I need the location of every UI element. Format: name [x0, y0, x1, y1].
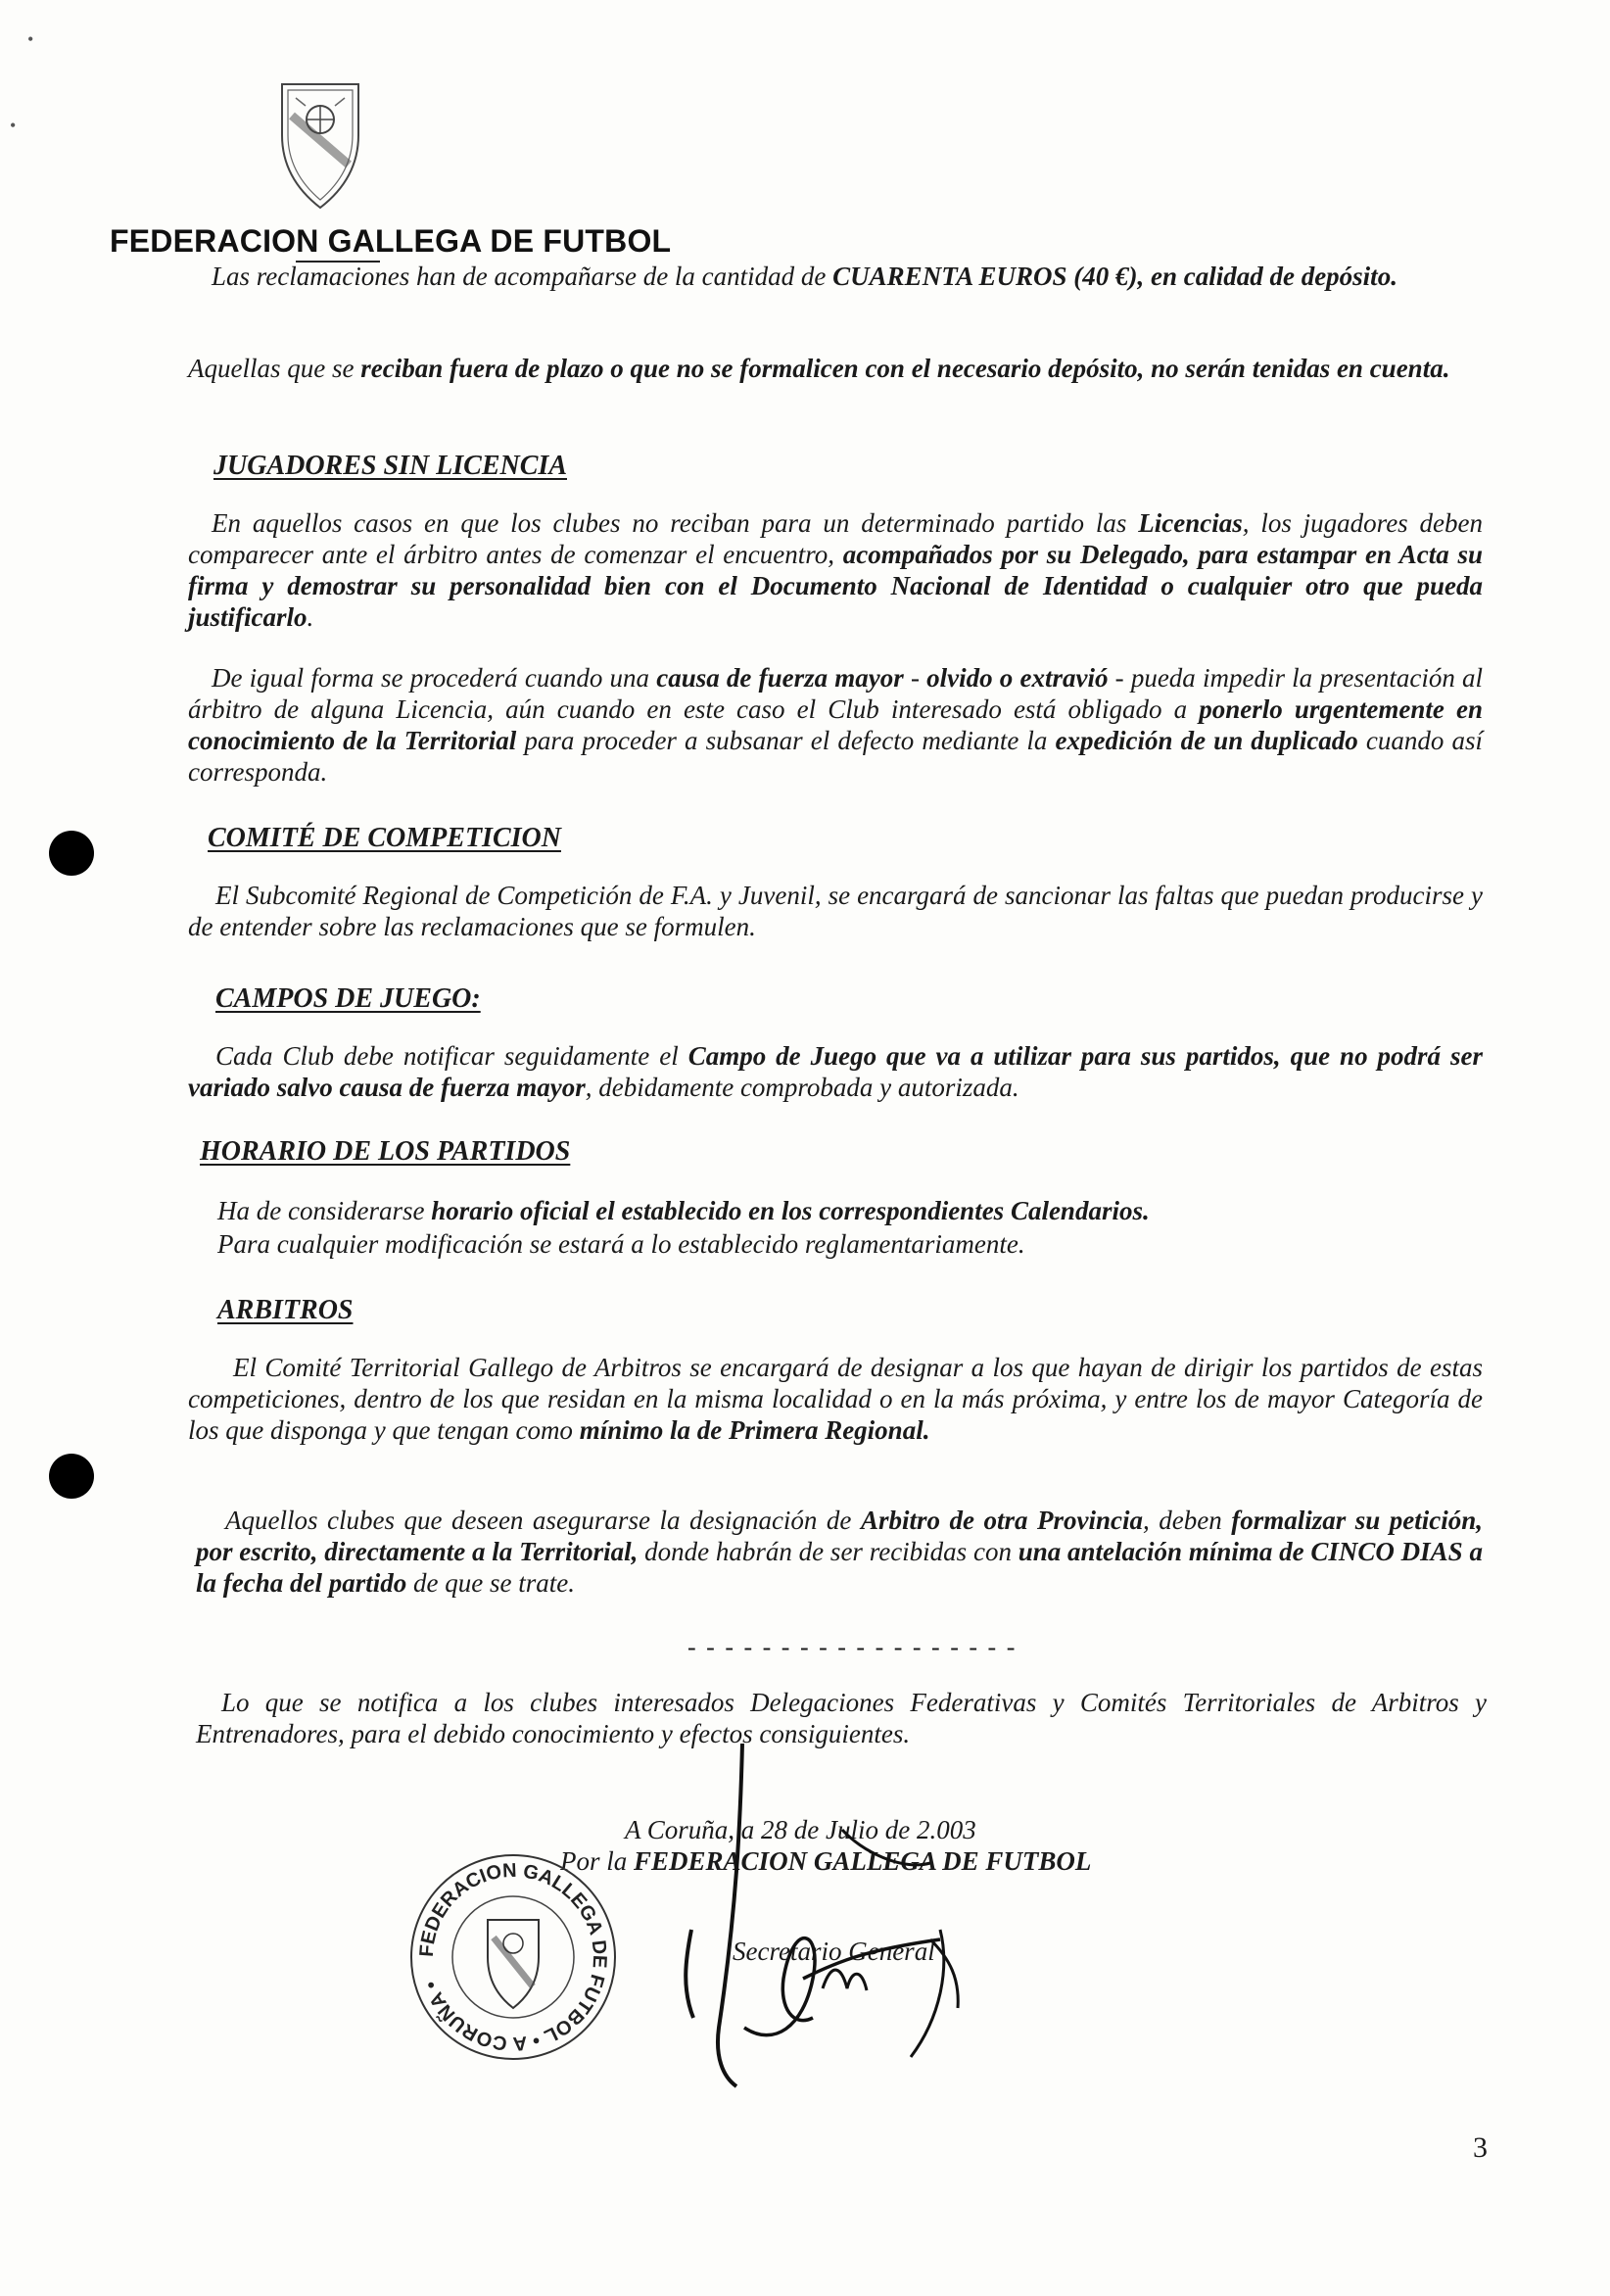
jugadores-paragraph-2	[188, 662, 1483, 788]
text-span: El Comité Territorial Gallego de Arbitros se encargará de designar a los que hayan de dirigir los partidos de estas competiciones, dentro de los que residan en la misma localidad o en la más próxima, y entre los de mayor Categoría de los que disponga y que tengan como	[188, 1353, 1483, 1445]
jugadores-paragraph-1	[188, 507, 1483, 633]
section-heading-arbitros: ARBITROS	[217, 1295, 354, 1325]
text-span: donde habrán de ser recibidas con	[638, 1537, 1018, 1566]
section-heading-horario: HORARIO DE LOS PARTIDOS	[200, 1136, 571, 1167]
text-span: Cada Club debe notificar seguidamente el	[215, 1041, 688, 1071]
bold-span: Arbitro de otra Provincia	[860, 1506, 1143, 1535]
handwritten-signature	[646, 1734, 970, 2096]
text-span: , debidamente comprobada y autorizada.	[585, 1073, 1019, 1102]
bold-span: horario oficial el establecido en los correspondientes Calendarios.	[431, 1196, 1150, 1225]
bold-span: acompañados por su Delegado, para estampar en Acta su firma y demostrar su personalidad bien con el Documento Nacional de Identidad o cualquier otro que pueda justificarlo	[188, 540, 1483, 632]
text-span: El Subcomité Regional de Competición de F.A. y Juvenil, se encargará de sancionar las faltas que puedan producirse y de entender sobre las reclamaciones que se formulen.	[188, 881, 1483, 941]
horario-line-1	[217, 1195, 1481, 1226]
text-span: Para cualquier modificación se estará a lo establecido reglamentariamente.	[217, 1229, 1025, 1259]
section-heading-jugadores: JUGADORES SIN LICENCIA	[213, 451, 567, 481]
text-span: , los jugadores deben comparecer ante el árbitro antes de comenzar el encuentro,	[188, 508, 1483, 569]
federation-stamp	[405, 1849, 621, 2065]
bold-span: formalizar su petición, por escrito, directamente a la Territorial,	[196, 1506, 1483, 1566]
bold-span: expedición de un duplicado	[1055, 726, 1358, 755]
text-span: cuando así corresponda.	[188, 726, 1483, 787]
bold-span: Campo de Juego que va a utilizar para sus partidos, que no podrá ser variado salvo causa de fuerza mayor	[188, 1041, 1483, 1102]
bold-span: reciban fuera de plazo o que no se formalicen con el necesario depósito, no serán tenidas en cuenta.	[360, 354, 1450, 383]
scan-mark: •	[10, 116, 17, 135]
page-number: 3	[1473, 2131, 1488, 2164]
text-span: - pueda impedir la presentación al árbitro de alguna Licencia, aún cuando en este caso el Club interesado está obligado a	[188, 663, 1483, 724]
punch-hole-mark	[49, 831, 94, 876]
section-heading-campos: CAMPOS DE JUEGO:	[215, 983, 481, 1014]
text-span: .	[307, 602, 314, 632]
arbitros-paragraph-2	[196, 1505, 1483, 1599]
deposit-paragraph	[188, 261, 1483, 292]
text-span: En aquellos casos en que los clubes no reciban para un determinado partido las	[212, 508, 1139, 538]
place-date-line: A Coruña, a 28 de Julio de 2.003	[625, 1815, 976, 1844]
arbitros-paragraph-1	[188, 1352, 1483, 1446]
section-heading-comite: COMITÉ DE COMPETICION	[208, 823, 561, 853]
text-span: de que se trate.	[406, 1568, 575, 1598]
text-span: , deben	[1142, 1506, 1232, 1535]
text-span: Lo que se notifica a los clubes interesados Delegaciones Federativas y Comités Territoriales de Arbitros y Entrenadores, para el debido conocimiento y efectos consiguientes.	[196, 1688, 1487, 1748]
bold-span: FEDERACION GALLEGA DE FUTBOL	[634, 1846, 1092, 1876]
federation-crest-logo	[276, 76, 364, 212]
bold-span: mínimo la de Primera Regional.	[579, 1415, 930, 1445]
text-span: para proceder a subsanar el defecto mediante la	[516, 726, 1056, 755]
signature-role: Secretario General	[733, 1937, 935, 1966]
text-span: Aquellos clubes que deseen asegurarse la designación de	[225, 1506, 861, 1535]
comite-paragraph	[188, 880, 1483, 942]
campos-paragraph	[188, 1040, 1483, 1103]
scan-mark: •	[27, 29, 34, 49]
horario-line-2	[217, 1228, 1481, 1260]
text-span: De igual forma se procederá cuando una	[212, 663, 657, 693]
text-span: -	[903, 663, 927, 693]
bold-span: olvido o extravió	[926, 663, 1109, 693]
stamp-ring-text: FEDERACION GALLEGA DE FUTBOL • A CORUÑA •	[415, 1859, 611, 2055]
bold-span: CUARENTA EUROS (40 €), en calidad de depósito.	[832, 262, 1397, 291]
separator-line: - - - - - - - - - - - - - - - - - -	[687, 1633, 1018, 1661]
punch-hole-mark	[49, 1454, 94, 1499]
bold-span: causa de fuerza mayor	[656, 663, 904, 693]
bold-span: Licencias	[1138, 508, 1243, 538]
bold-span: una antelación mínima de CINCO DIAS a la fecha del partido	[196, 1537, 1483, 1598]
text-span: Ha de considerarse	[217, 1196, 432, 1225]
text-span: Las reclamaciones han de acompañarse de la cantidad de	[212, 262, 833, 291]
bold-span: ponerlo urgentemente en conocimiento de la Territorial	[188, 694, 1483, 755]
org-header-title: FEDERACION GALLEGA DE FUTBOL	[110, 223, 672, 259]
late-claims-paragraph	[188, 353, 1483, 384]
text-span: Aquellas que se	[188, 354, 361, 383]
text-span: Por la	[560, 1846, 635, 1876]
